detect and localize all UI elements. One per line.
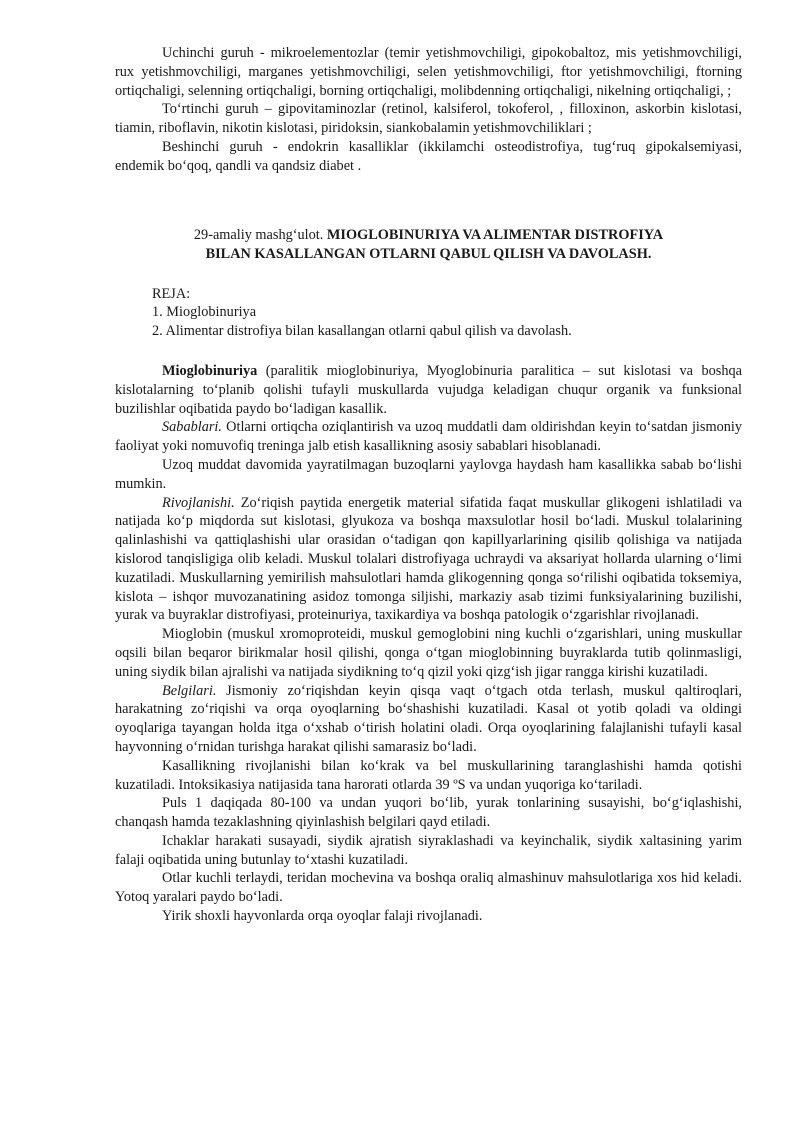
plan-item-2: 2. Alimentar distrofiya bilan kasallangan otlarni qabul qilish va davolash. [152,323,572,340]
plan-section [115,285,742,341]
label-causes: Sabablari. [162,419,222,436]
causes-text: Otlarni ortiqcha oziqlantirish va uzoq muddatli dam oldirishdan keyin to‘satdan jismoniy faoliyat yoki nomuvofiq treninga jalb etish kasallikning asosiy sabablari hisoblanadi. [115,419,742,455]
signs-text: Jismoniy zo‘riqishdan keyin qisqa vaqt o‘tgach otda terlash, muskul qaltiroqlari, harakatning zo‘riqishi va orqa oyoqlarning bo‘shashishi kuzatiladi. Kasal ot yotib qoladi va oldingi oyoqlariga tayangan holda itga o‘xshab o‘tirish holatini oladi. Orqa oyoqlarining falajlanishi tufayli kasal hayvonning o‘rnidan turishga harakat qilishi samarasiz bo‘ladi. [115,682,742,755]
paragraph-sweating: Otlar kuchli terlaydi, teridan mochevina va boshqa oraliq almashinuv mahsulotlariga xos hid keladi. Yotoq yaralari paydo bo‘ladi. [115,870,742,906]
plan-heading: REJA: [152,285,191,302]
spacer [115,264,742,285]
paragraph-signs [115,682,742,757]
paragraph-definition [115,362,742,418]
paragraph-myoglobin: Mioglobin (muskul xromoproteidi, muskul gemoglobini ning kuchli o‘zgarishlari, uning muskullar oqsili bilan beqaror birikmalar hosil qilishi, qonga o‘tgan mioglobinning buyraklarda tutib qolinmasligi, uning siydik bilan ajralishi va natijada siydikning to‘q qizil yoki qizg‘ish jigar rangga kirishi kuzatiladi. [115,626,742,680]
paragraph-development [115,494,742,626]
document-page [115,44,742,926]
lesson-title-part2: BILAN KASALLANGAN OTLARNI QABUL QILISH VA DAVOLASH. [205,245,652,262]
paragraph-pulse: Puls 1 daqiqada 80-100 va undan yuqori bo‘lib, yurak tonlarining susayishi, bo‘g‘iqlashishi, chanqash hamda tezaklashning qiyinlashish belgilari qayd etiladi. [115,795,742,831]
label-development: Rivojlanishi. [162,494,235,511]
paragraph-cattle: Yirik shoxli hayvonlarda orqa oyoqlar falaji rivojlanadi. [162,908,483,925]
paragraph-hypovitaminosis-group: To‘rtinchi guruh – gipovitaminozlar (retinol, kalsiferol, tokoferol, , filloxinon, askorbin kislotasi, tiamin, riboflavin, nikotin kislotasi, piridoksin, siankobalamin yetishmovchiliklari ; [115,101,742,137]
lesson-heading [115,226,742,264]
paragraph-progression: Kasallikning rivojlanishi bilan ko‘krak va bel muskullarining taranglashishi hamda qotishi kuzatiladi. Intoksikasiya natijasida tana harorati otlarda 39 ºS va undan yuqoriga ko‘tariladi. [115,757,742,793]
paragraph-causes-extra: Uzoq muddat davomida yayratilmagan buzoqlarni yaylovga haydash ham kasallikka sabab bo‘lishi mumkin. [115,456,742,492]
lesson-title-part1: MIOGLOBINURIYA VA ALIMENTAR DISTROFIYA [326,226,664,243]
development-text: Zo‘riqish paytida energetik material sifatida faqat muskullar glikogeni ishlatiladi va natijada ko‘p miqdorda sut kislotasi, glyukoza va boshqa maxsulotlar hosil bo‘ladi. Muskul tolalarining qalinlashishi va qattiqlashishi ular orasidan o‘tadigan qon kapillyarlarining qisilib qolishiga va natijada kislorod tanqisligiga olib keladi. Muskul tolalari distrofiyaga uchraydi va aksariyat hollarda ularning o‘limi kuzatiladi. Muskullarning yemirilish mahsulotlari hamda glikogenning qonga so‘rilishi oqibatida toksemiya, kislota – ishqor muvozanatining asidoz tomonga siljishi, markaziy asab tizimi funksiyalarining buzilishi, yurak va buyraklar distrofiyasi, proteinuriya, taxikardiya va boshqa patologik o‘zgarishlar rivojlanadi. [115,494,742,624]
lesson-number: 29-amaliy mashg‘ulot. [193,226,327,243]
paragraph-microelement-group: Uchinchi guruh - mikroelementozlar (temir yetishmovchiligi, gipokobaltoz, mis yetishmovchiligi, rux yetishmovchiligi, marganes yetishmovchiligi, selen yetishmovchiligi, ftor yetishmovchiligi, ftorning ortiqchaligi, selenning ortiqchaligi, borning ortiqchaligi, molibdenning ortiqchaligi, nikelning ortiqchaligi, ; [115,45,742,99]
term-mioglobinuriya: Mioglobinuriya [162,362,258,379]
spacer [115,341,742,362]
paragraph-endocrine-group: Beshinchi guruh - endokrin kasalliklar (ikkilamchi osteodistrofiya, tug‘ruq gipokalsemiyasi, endemik bo‘qoq, qandli va qandsiz diabet . [115,138,742,174]
spacer [115,176,742,226]
plan-item-1: 1. Mioglobinuriya [152,304,257,321]
definition-text: (paralitik mioglobinuriya, Myoglobinuria paralitica – sut kislotasi va boshqa kislotalarning to‘planib qolishi tufayli muskullarda vujudga keladigan chuqur organik va funksional buzilishlar oqibatida paydo bo‘ladigan kasallik. [115,362,742,417]
lesson-heading-line1 [115,226,742,245]
paragraph-causes [115,418,742,456]
label-signs: Belgilari. [162,682,217,699]
paragraph-intestines: Ichaklar harakati susayadi, siydik ajratish siyraklashadi va keyinchalik, siydik xaltasining yarim falaji oqibatida uning butunlay to‘xtashi kuzatiladi. [115,832,742,868]
